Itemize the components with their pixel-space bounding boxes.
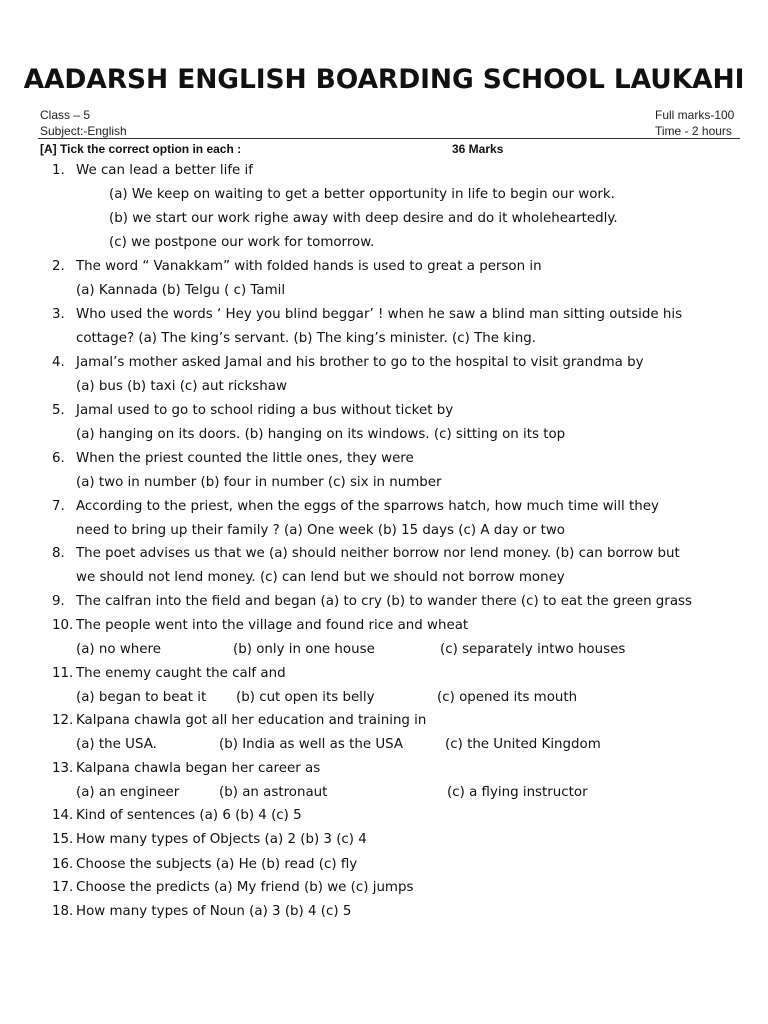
question-number: 12. [52, 713, 74, 728]
option-b: (b) only in one house [233, 642, 375, 657]
question-number: 6. [52, 451, 65, 466]
question-text: How many types of Objects (a) 2 (b) 3 (c) 4 [76, 832, 367, 847]
question-number: 7. [52, 499, 65, 514]
question-text: According to the priest, when the eggs of the sparrows hatch, how much time will they [76, 499, 659, 514]
option-b: (b) an astronaut [219, 785, 328, 800]
header-divider [38, 138, 740, 139]
question-text: Who used the words ‘ Hey you blind beggar’ ! when he saw a blind man sitting outside his [76, 307, 683, 322]
option-b: (b) India as well as the USA [219, 737, 404, 752]
question-text: Choose the subjects (a) He (b) read (c) fly [76, 857, 358, 872]
question-text: Jamal used to go to school riding a bus without ticket by [76, 403, 454, 418]
question-text: Jamal’s mother asked Jamal and his brother to go to the hospital to visit grandma by [76, 355, 644, 370]
option-text: (b) we start our work righe away with deep desire and do it wholeheartedly. [109, 211, 618, 226]
question-number: 9. [52, 594, 65, 609]
option-text: (a) We keep on waiting to get a better opportunity in life to begin our work. [109, 187, 615, 202]
option-text: (a) hanging on its doors. (b) hanging on its windows. (c) sitting on its top [76, 427, 566, 442]
question-text: we should not lend money. (c) can lend but we should not borrow money [76, 570, 565, 585]
subject-label: Subject:-English [40, 124, 127, 138]
question-text: Kalpana chawla began her career as [76, 761, 321, 776]
option-text: (c) we postpone our work for tomorrow. [109, 235, 375, 250]
option-c: (c) separately intwo houses [440, 642, 626, 657]
question-number: 8. [52, 546, 65, 561]
option-text: (a) two in number (b) four in number (c) six in number [76, 475, 442, 490]
question-text: The poet advises us that we (a) should neither borrow nor lend money. (b) can borrow but [76, 546, 680, 561]
question-number: 5. [52, 403, 65, 418]
option-text: (a) Kannada (b) Telgu ( c) Tamil [76, 283, 286, 298]
question-number: 17. [52, 880, 74, 895]
option-c: (c) opened its mouth [437, 690, 578, 705]
question-text: cottage? (a) The king’s servant. (b) The king’s minister. (c) The king. [76, 331, 536, 346]
question-text: We can lead a better life if [76, 163, 253, 178]
question-text: How many types of Noun (a) 3 (b) 4 (c) 5 [76, 904, 352, 919]
section-marks: 36 Marks [452, 142, 504, 156]
question-number: 11. [52, 666, 74, 681]
option-a: (a) began to beat it [76, 690, 207, 705]
question-number: 16. [52, 857, 74, 872]
time-label: Time - 2 hours [655, 124, 732, 138]
question-text: The people went into the village and found rice and wheat [76, 618, 469, 633]
question-number: 15. [52, 832, 74, 847]
question-number: 4. [52, 355, 65, 370]
question-number: 13. [52, 761, 74, 776]
option-a: (a) no where [76, 642, 161, 657]
question-number: 3. [52, 307, 65, 322]
question-text: The word “ Vanakkam” with folded hands is used to great a person in [76, 259, 542, 274]
class-label: Class – 5 [40, 108, 91, 122]
question-number: 14. [52, 808, 74, 823]
question-number: 1. [52, 163, 65, 178]
question-text: The calfran into the field and began (a) to cry (b) to wander there (c) to eat the green grass [76, 594, 692, 609]
question-text: Kind of sentences (a) 6 (b) 4 (c) 5 [76, 808, 302, 823]
question-number: 10. [52, 618, 74, 633]
option-text: (a) bus (b) taxi (c) aut rickshaw [76, 379, 287, 394]
option-a: (a) an engineer [76, 785, 180, 800]
option-b: (b) cut open its belly [236, 690, 375, 705]
full-marks: Full marks-100 [655, 108, 735, 122]
question-text: Choose the predicts (a) My friend (b) we (c) jumps [76, 880, 414, 895]
question-number: 2. [52, 259, 65, 274]
question-text: Kalpana chawla got all her education and training in [76, 713, 427, 728]
question-text: need to bring up their family ? (a) One week (b) 15 days (c) A day or two [76, 523, 565, 538]
question-text: The enemy caught the calf and [76, 666, 286, 681]
option-a: (a) the USA. [76, 737, 157, 752]
school-title: AADARSH ENGLISH BOARDING SCHOOL LAUKAHI [23, 64, 745, 95]
option-c: (c) the United Kingdom [445, 737, 601, 752]
section-heading: [A] Tick the correct option in each : [40, 142, 242, 156]
question-number: 18. [52, 904, 74, 919]
option-c: (c) a flying instructor [447, 785, 588, 800]
question-text: When the priest counted the little ones, they were [76, 451, 414, 466]
